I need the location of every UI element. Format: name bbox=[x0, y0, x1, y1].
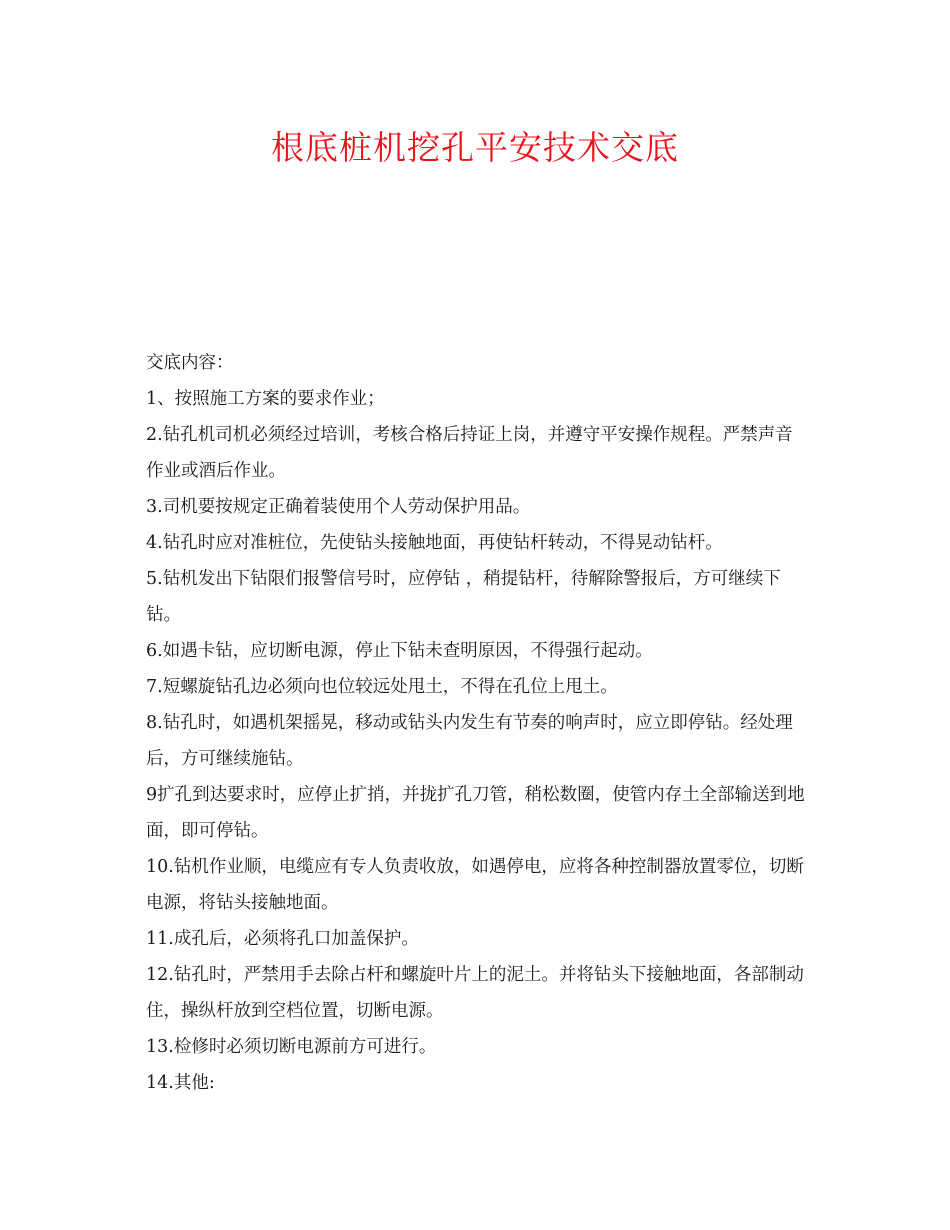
list-item: 12.钻孔时，严禁用手去除占杆和螺旋叶片上的泥土。并将钻头下接触地面，各部制动住，操纵杆放到空档位置，切断电源。 bbox=[146, 965, 804, 1021]
list-item: 7.短螺旋钻孔边必须向也位较远处甩土，不得在孔位上甩土。 bbox=[146, 677, 618, 697]
list-item: 10.钻机作业顺，电缆应有专人负责收放，如遇停电，应将各种控制器放置零位，切断电源，将钻头接触地面。 bbox=[146, 857, 804, 913]
list-item: 14.其他: bbox=[146, 1073, 215, 1093]
list-item: 1、按照施工方案的要求作业； bbox=[146, 389, 385, 409]
list-item: 5.钻机发出下钻限们报警信号时，应停钻 ，稍提钻杆，待解除警报后，方可继续下钻。 bbox=[146, 569, 781, 625]
document-body bbox=[146, 345, 810, 1101]
list-item: 2.钻孔机司机必须经过培训，考核合格后持证上岗，并遵守平安操作规程。严禁声音作业或酒后作业。 bbox=[146, 425, 793, 481]
list-item: 13.检修时必须切断电源前方可进行。 bbox=[146, 1037, 437, 1057]
list-item: 8.钻孔时，如遇机架摇晃，移动或钻头内发生有节奏的响声时，应立即停钻。经处理后，方可继续施钻。 bbox=[146, 713, 793, 769]
list-item: 6.如遇卡钻，应切断电源，停止下钻未查明原因，不得强行起动。 bbox=[146, 641, 653, 661]
list-item: 3.司机要按规定正确着装使用个人劳动保护用品。 bbox=[146, 497, 531, 517]
list-item: 9扩孔到达要求时，应停止扩捎，并拢扩孔刀管，稍松数圈，使管内存土全部输送到地面，即可停钻。 bbox=[146, 785, 805, 841]
list-item: 11.成孔后，必须将孔口加盖保护。 bbox=[146, 929, 419, 949]
document-title: 根底桩机挖孔平安技术交底 bbox=[271, 128, 679, 167]
list-item: 4.钻孔时应对准桩位，先使钻头接触地面，再使钻杆转动，不得晃动钻杆。 bbox=[146, 533, 723, 553]
section-heading: 交底内容： bbox=[146, 353, 234, 373]
